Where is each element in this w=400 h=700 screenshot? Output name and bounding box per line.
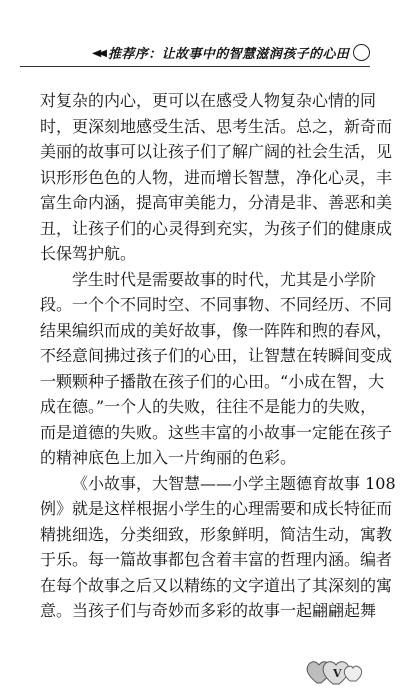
text-line: 结果编织而成的美好故事，像一阵阵和煦的春风， (40, 320, 393, 340)
text-line: 一颗颗种子播散在孩子们的心田。“小成在智，大 (40, 371, 385, 391)
text-line: 识形形色色的人物，进而增长智慧，净化心灵，丰 (40, 167, 393, 187)
double-left-arrow-icon: ◀◀ (92, 48, 104, 59)
hearts-icon (303, 653, 373, 689)
text-line: 精挑细选，分类细致，形象鲜明，简洁生动，寓教 (40, 524, 393, 544)
header-title: 推荐序：让故事中的智慧滋润孩子的心田 (108, 47, 350, 62)
text-line: 意。当孩子们与奇妙而多彩的故事一起翩翩起舞 (40, 601, 377, 620)
text-line: 段。一个个不同时空、不同事物、不同经历、不同 (40, 295, 393, 314)
page-number: V (333, 667, 342, 680)
header-rule (20, 66, 370, 67)
text-line: 《小故事，大智慧——小学主题德育故事 108 (72, 473, 396, 493)
text-line: 成在德。”一个人的失败，往往不是能力的失败， (40, 397, 377, 416)
text-line: 在每个故事之后又以精练的文字道出了其深刻的寓 (40, 575, 393, 595)
page-number-ornament (303, 653, 373, 689)
text-line: 富生命内涵，提高审美能力，分清是非、善恶和美 (40, 193, 393, 212)
circle-ornament-icon (353, 44, 370, 61)
text-line: 对复杂的内心，更可以在感受人物复杂心情的同 (40, 91, 377, 110)
text-line: 例》就是这样根据小学生的心理需要和成长特征而 (40, 499, 393, 518)
text-line: 不经意间拂过孩子们的心田，让智慧在转瞬间变成 (40, 346, 393, 365)
text-line: 于乐。每一篇故事都包含着丰富的哲理内涵。编者 (40, 550, 393, 569)
text-line: 长保驾护航。 (40, 244, 137, 263)
text-line: 时，更深刻地感受生活、思考生活。总之，新奇而 (40, 116, 393, 136)
text-line: 丑，让孩子们的心灵得到充实，为孩子们的健康成 (40, 218, 393, 238)
text-line: 的精神底色上加入一片绚丽的色彩。 (40, 448, 297, 467)
body-text (40, 88, 396, 624)
text-line: 而是道德的失败。这些丰富的小故事一定能在孩子 (40, 422, 393, 442)
text-line: 美丽的故事可以让孩子们了解广阔的社会生活，见 (40, 142, 393, 161)
running-header (0, 0, 400, 76)
text-line: 学生时代是需要故事的时代，尤其是小学阶 (72, 269, 377, 289)
